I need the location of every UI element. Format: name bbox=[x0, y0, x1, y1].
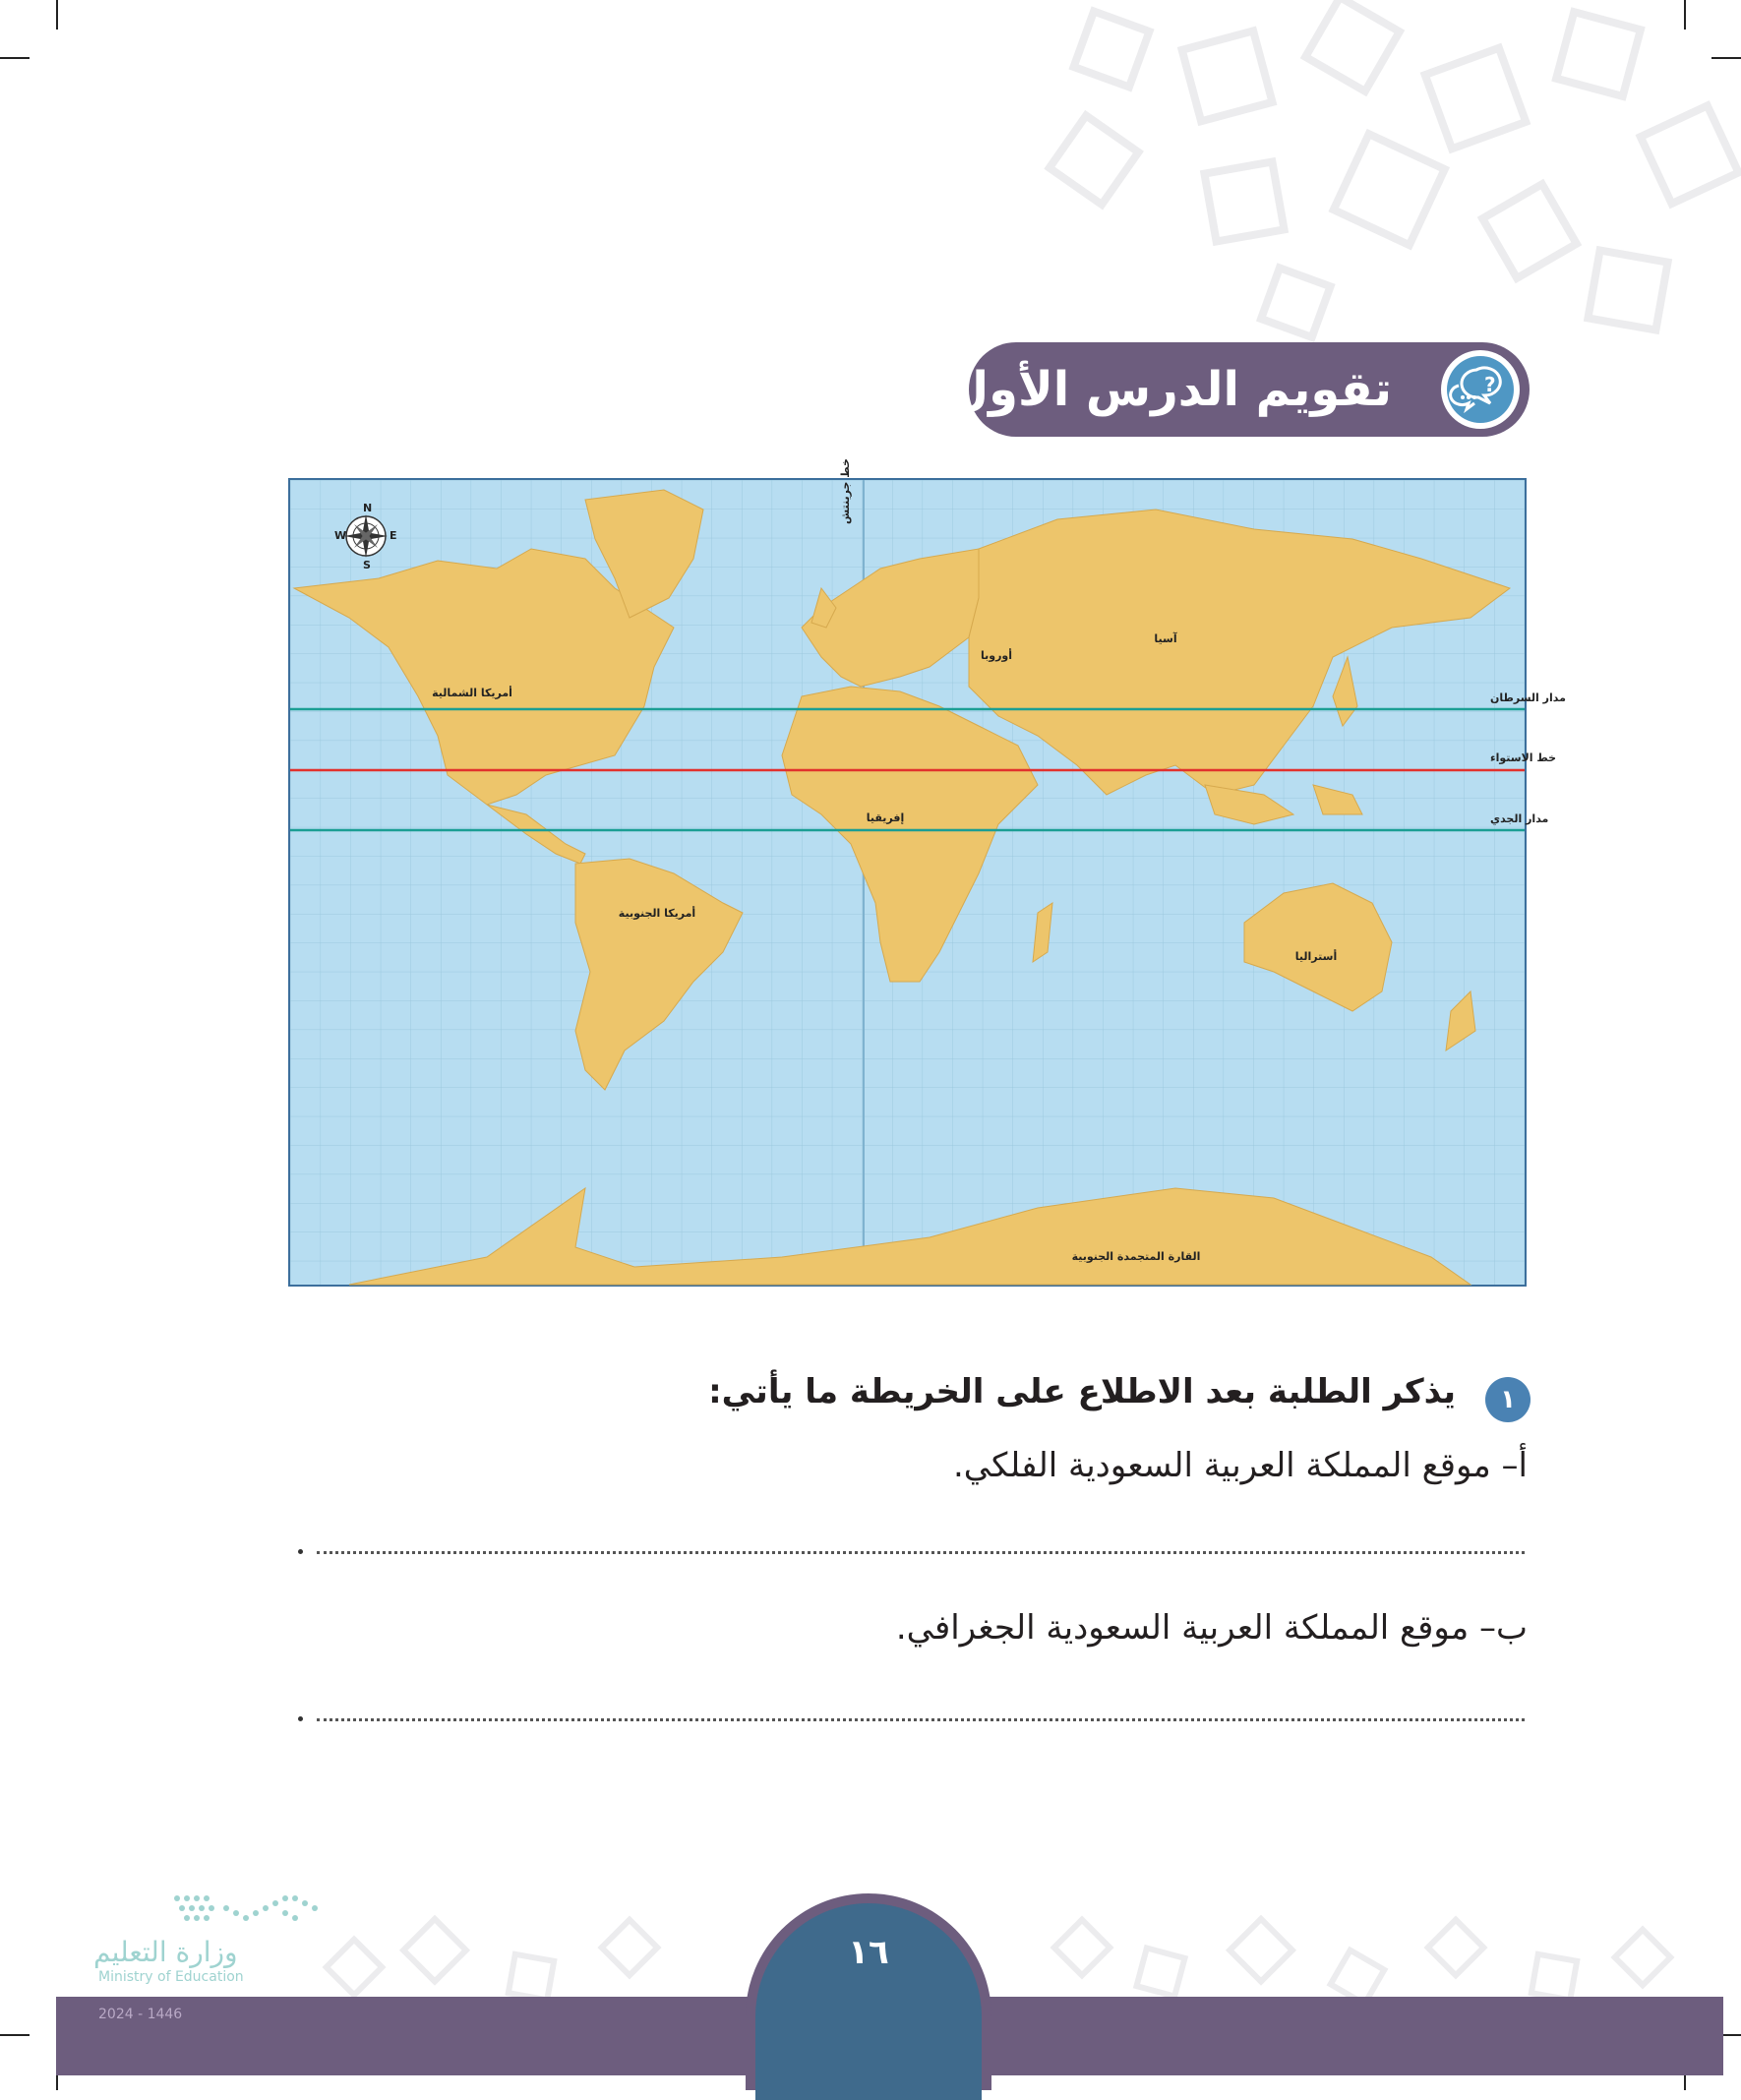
sub-question-a: أ– موقع المملكة العربية السعودية الفلكي. bbox=[952, 1446, 1528, 1485]
ministry-name-arabic: وزارة التعليم bbox=[93, 1936, 238, 1968]
question-bubble-icon bbox=[1441, 350, 1520, 429]
answer-line-b[interactable] bbox=[317, 1718, 1525, 1721]
sub-question-b: ب– موقع المملكة العربية السعودية الجغرافي. bbox=[895, 1608, 1528, 1648]
compass-east-label: E bbox=[390, 529, 397, 542]
crop-mark bbox=[0, 57, 30, 59]
edition-year: 2024 - 1446 bbox=[98, 2007, 183, 2022]
africa-label: إفريقيا bbox=[866, 811, 905, 824]
crop-mark bbox=[56, 0, 58, 30]
antarctica-label: القارة المتجمدة الجنوبية bbox=[1071, 1250, 1201, 1263]
greenwich-label: خط جرينتش bbox=[839, 458, 852, 524]
ministry-logo-icon bbox=[167, 1889, 325, 1938]
tropic-cancer-label: مدار السرطان bbox=[1490, 691, 1566, 704]
north-america-label: أمريكا الشمالية bbox=[432, 687, 512, 699]
world-map bbox=[288, 458, 1566, 1287]
decorative-pattern bbox=[1023, 0, 1741, 354]
svg-text:?: ? bbox=[1484, 373, 1496, 396]
answer-bullet bbox=[298, 1716, 303, 1721]
south-america-label: أمريكا الجنوبية bbox=[618, 907, 696, 920]
lesson-title-banner bbox=[947, 342, 1530, 437]
answer-line-a[interactable] bbox=[317, 1551, 1525, 1554]
compass-north-label: N bbox=[363, 502, 373, 514]
compass-west-label: W bbox=[334, 529, 347, 542]
europe-label: أوروبا bbox=[980, 649, 1013, 662]
asia-label: آسيا bbox=[1154, 632, 1177, 645]
equator-label: خط الاستواء bbox=[1490, 751, 1557, 764]
answer-bullet bbox=[298, 1549, 303, 1554]
crop-mark bbox=[0, 2034, 30, 2036]
australia-label: أستراليا bbox=[1294, 950, 1338, 963]
tropic-capricorn-label: مدار الجدي bbox=[1490, 812, 1549, 825]
compass-south-label: S bbox=[363, 559, 371, 571]
page-number: ١٦ bbox=[848, 1933, 889, 1972]
lesson-title: تقويم الدرس الأول bbox=[947, 362, 1392, 417]
question-prompt: يذكر الطلبة بعد الاطلاع على الخريطة ما يأتي: bbox=[708, 1372, 1456, 1411]
ministry-name-english: Ministry of Education bbox=[98, 1969, 244, 1985]
question-number-badge: ١ bbox=[1485, 1377, 1531, 1422]
